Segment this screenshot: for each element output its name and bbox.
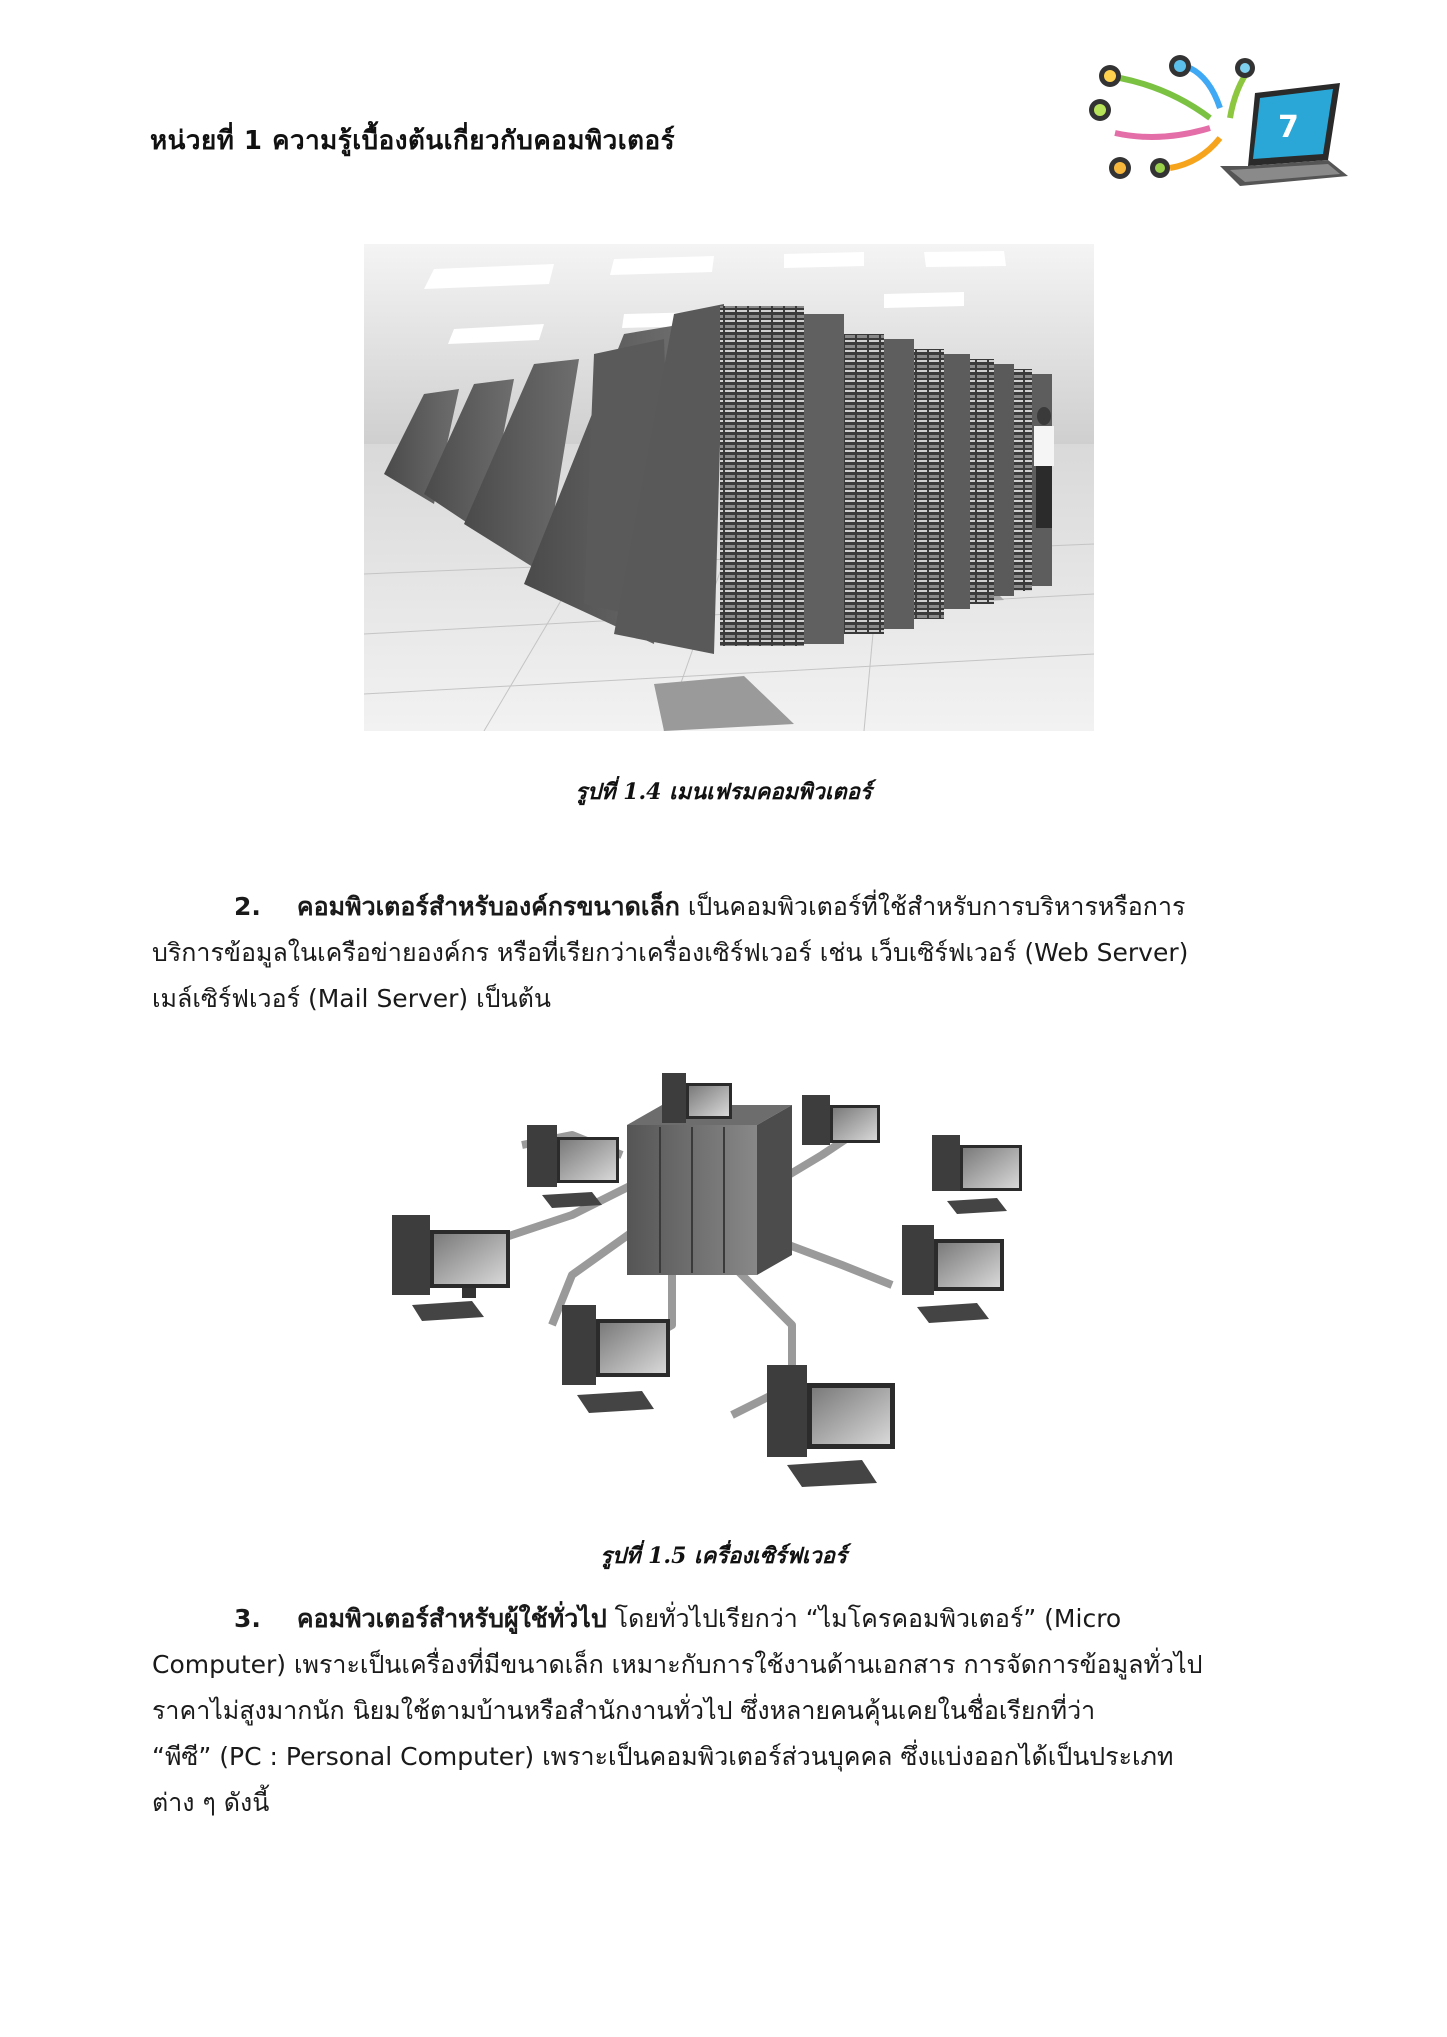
paragraph-text: เป็นคอมพิวเตอร์ที่ใช้สำหรับการบริหารหรือการ: [679, 892, 1186, 921]
section-heading: คอมพิวเตอร์สำหรับผู้ใช้ทั่วไป: [296, 1604, 607, 1633]
paragraph-text: ต่าง ๆ ดังนี้: [152, 1788, 270, 1817]
server-network-illustration: [372, 1065, 1084, 1520]
paragraph-text: Computer) เพราะเป็นเครื่องที่มีขนาดเล็ก เหมาะกับการใช้งานด้านเอกสาร การจัดการข้อมูลทั่วไป: [152, 1650, 1203, 1679]
page-badge: [1060, 48, 1350, 188]
paragraph-text: “พีซี” (PC : Personal Computer) เพราะเป็นคอมพิวเตอร์ส่วนบุคคล ซึ่งแบ่งออกได้เป็นประเภท: [152, 1742, 1174, 1771]
paragraph-text: โดยทั่วไปเรียกว่า “ไมโครคอมพิวเตอร์” (Micro: [606, 1604, 1122, 1633]
page-number: 7: [1278, 110, 1299, 145]
figure-caption-server: รูปที่ 1.5 เครื่องเซิร์ฟเวอร์: [600, 1543, 847, 1569]
section-heading: คอมพิวเตอร์สำหรับองค์กรขนาดเล็ก: [296, 892, 680, 921]
paragraph-section-3: [152, 1596, 1298, 1826]
section-number: 2.: [234, 892, 261, 921]
section-number: 3.: [234, 1604, 261, 1633]
figure-caption-mainframe: รูปที่ 1.4 เมนเฟรมคอมพิวเตอร์: [575, 779, 872, 805]
paragraph-text: ราคาไม่สูงมากนัก นิยมใช้ตามบ้านหรือสำนักงานทั่วไป ซึ่งหลายคนคุ้นเคยในชื่อเรียกที่ว่า: [152, 1696, 1096, 1725]
chapter-title: หน่วยที่ 1 ความรู้เบื้องต้นเกี่ยวกับคอมพิวเตอร์: [150, 126, 676, 156]
paragraph-text: บริการข้อมูลในเครือข่ายองค์กร หรือที่เรียกว่าเครื่องเซิร์ฟเวอร์ เช่น เว็บเซิร์ฟเวอร์ (Web Server): [152, 938, 1189, 967]
laptop-icon: [1060, 48, 1350, 188]
paragraph-section-2: [152, 884, 1298, 1022]
mainframe-photo: [364, 244, 1094, 731]
paragraph-text: เมล์เซิร์ฟเวอร์ (Mail Server) เป็นต้น: [152, 984, 551, 1013]
